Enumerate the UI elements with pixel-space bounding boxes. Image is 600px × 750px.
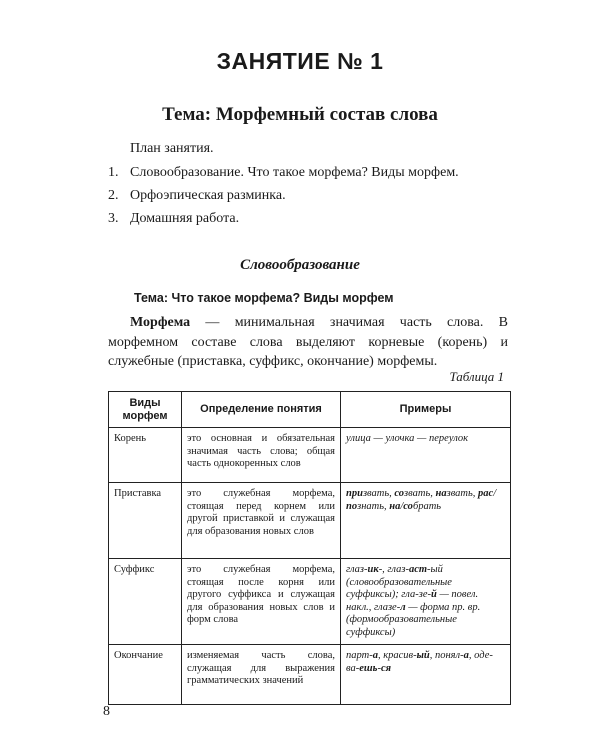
cell-definition: это служебная морфема, стоящая после корня или другого суффикса и служащая для образования новых слов и форм слова xyxy=(182,559,341,645)
plan-item xyxy=(108,186,459,209)
definition-term: Морфема xyxy=(130,315,191,330)
table-header-row xyxy=(109,392,511,428)
header-definition: Определение понятия xyxy=(182,392,341,428)
header-morpheme-type: Виды морфем xyxy=(109,392,182,428)
plan-item-number: 3. xyxy=(108,211,119,226)
table-row xyxy=(109,483,511,559)
cell-type: Приставка xyxy=(109,483,182,559)
morpheme-definition xyxy=(108,313,508,372)
lesson-title: ЗАНЯТИЕ № 1 xyxy=(216,48,384,74)
plan-item-text: Домашняя работа. xyxy=(130,211,240,226)
plan-title: План занятия. xyxy=(130,141,214,156)
plan-item-text: Орфоэпическая разминка. xyxy=(130,188,286,203)
definition-text: — минимальная значимая часть слова. В морфемном составе слова выделяют корневые (корень) и служебные (приставка, суффикс, окончание) морфемы. xyxy=(108,315,508,369)
page-number: 8 xyxy=(103,704,110,719)
plan-item-number: 1. xyxy=(108,165,119,180)
cell-definition: изменяемая часть слова, служащая для выражения грамматических значений xyxy=(182,645,341,705)
cell-type: Окончание xyxy=(109,645,182,705)
cell-examples: глаз-ик-, глаз-аст-ый (словообразовательные суффиксы); гла-зе-й — повел. накл., глазе-л — форма пр. вр. (формообразовательные суффиксы) xyxy=(341,559,511,645)
plan-item-text: Словообразование. Что такое морфема? Виды морфем. xyxy=(130,165,459,180)
table-row xyxy=(109,428,511,483)
table-row xyxy=(109,559,511,645)
sub-topic-title: Тема: Что такое морфема? Виды морфем xyxy=(134,291,394,305)
plan-item xyxy=(108,163,459,186)
cell-examples: парт-а, красив-ый, понял-а, оде-ва-ешь-ся xyxy=(341,645,511,705)
cell-type: Корень xyxy=(109,428,182,483)
morpheme-table xyxy=(108,391,511,705)
cell-type: Суффикс xyxy=(109,559,182,645)
cell-examples: улица — улочка — переулок xyxy=(341,428,511,483)
cell-examples: призвать, созвать, назвать, рас/познать, на/собрать xyxy=(341,483,511,559)
section-heading: Словообразование xyxy=(240,257,360,273)
table-caption: Таблица 1 xyxy=(449,369,504,384)
plan-list xyxy=(108,163,459,232)
header-examples: Примеры xyxy=(341,392,511,428)
plan-item xyxy=(108,209,459,232)
plan-item-number: 2. xyxy=(108,188,119,203)
table-row xyxy=(109,645,511,705)
topic-title: Тема: Морфемный состав слова xyxy=(162,104,438,125)
cell-definition: это служебная морфема, стоящая перед корнем или другой приставкой и служащая для образования новых слов xyxy=(182,483,341,559)
cell-definition: это основная и обязательная значимая часть слова; общая часть однокоренных слов xyxy=(182,428,341,483)
